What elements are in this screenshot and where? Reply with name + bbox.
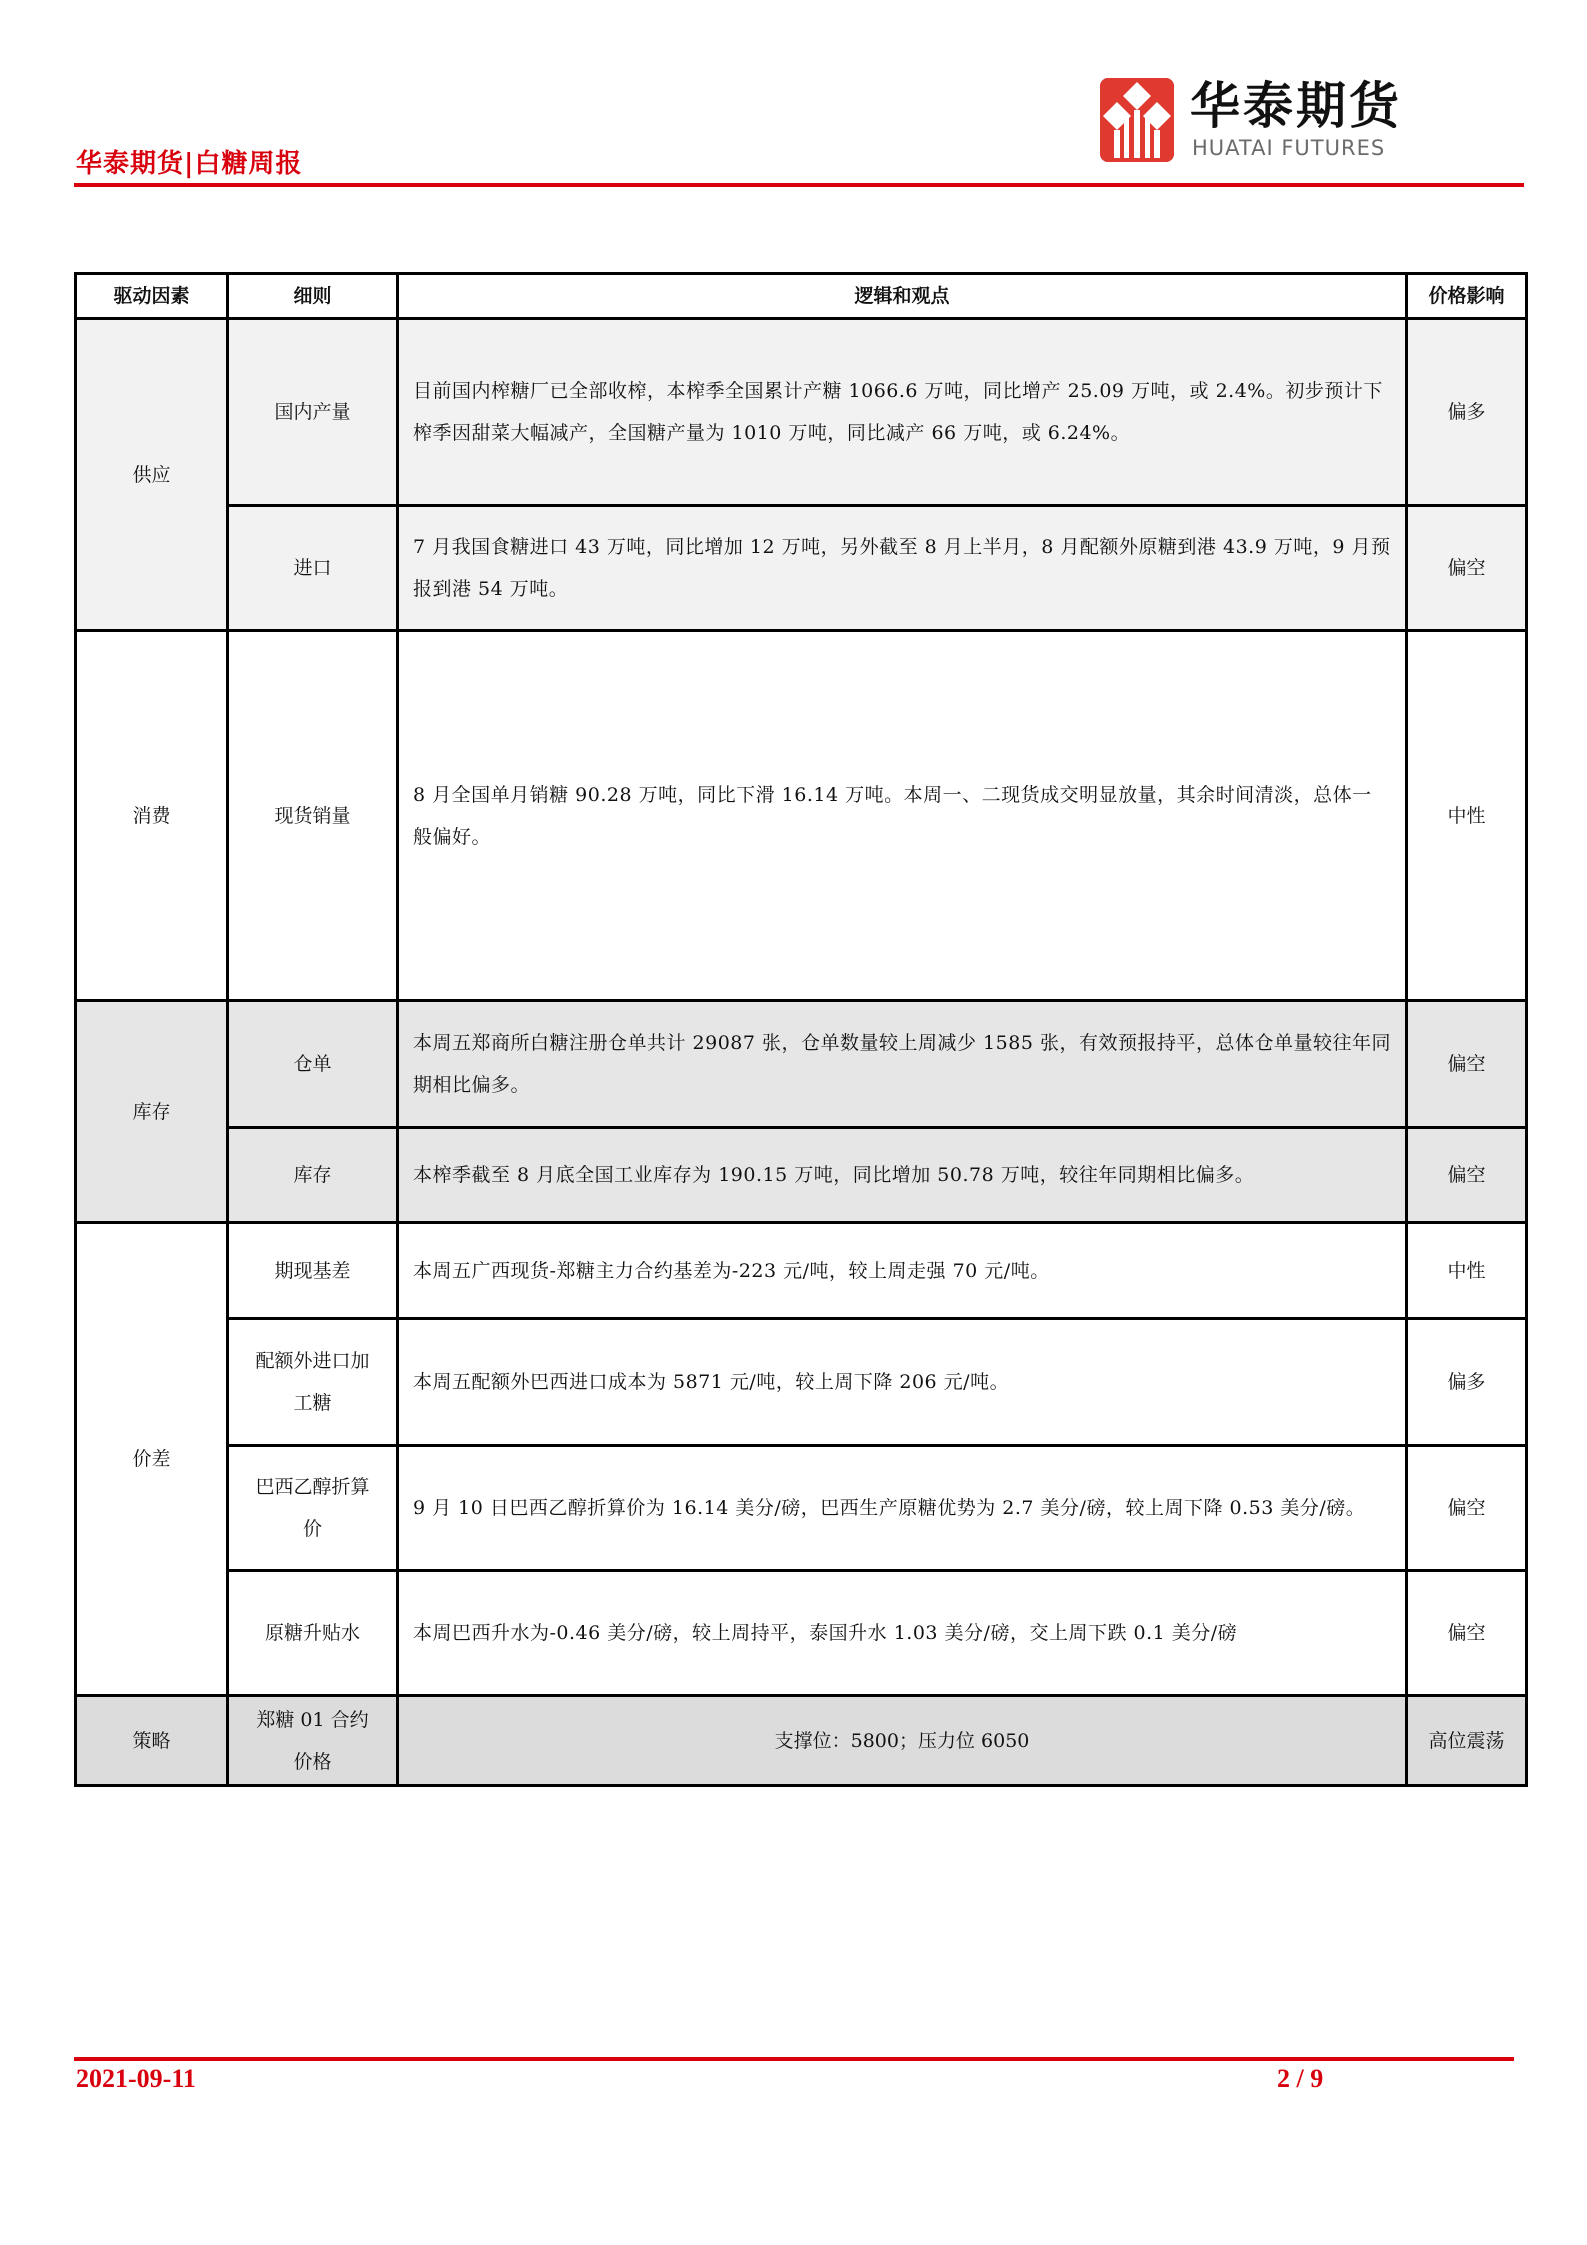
header-divider [74,183,1524,187]
detail-cell: 配额外进口加工糖 [228,1319,398,1446]
logic-cell: 本周五配额外巴西进口成本为 5871 元/吨，较上周下降 206 元/吨。 [398,1319,1407,1446]
table-row [76,1223,1527,1319]
logic-cell: 目前国内榨糖厂已全部收榨，本榨季全国累计产糖 1066.6 万吨，同比增产 25.09 万吨，或 2.4%。初步预计下榨季因甜菜大幅减产，全国糖产量为 1010 万吨，同比减产 66 万吨，或 6.24%。 [398,319,1407,506]
factor-cell-consumption: 消费 [76,631,228,1001]
table-row [76,506,1527,631]
impact-cell: 中性 [1407,1223,1527,1319]
column-header-impact: 价格影响 [1407,274,1527,319]
footer-date: 2021-09-11 [76,2064,196,2093]
impact-cell: 高位震荡 [1407,1696,1527,1786]
detail-cell: 郑糖 01 合约价格 [228,1696,398,1786]
page-number: 2 / 9 [1277,2064,1324,2093]
impact-cell: 偏空 [1407,506,1527,631]
impact-cell: 偏空 [1407,1001,1527,1128]
logic-cell: 7 月我国食糖进口 43 万吨，同比增加 12 万吨，另外截至 8 月上半月，8 月配额外原糖到港 43.9 万吨，9 月预报到港 54 万吨。 [398,506,1407,631]
impact-cell: 中性 [1407,631,1527,1001]
detail-cell: 期现基差 [228,1223,398,1319]
column-header-factor: 驱动因素 [76,274,228,319]
detail-cell: 仓单 [228,1001,398,1128]
detail-cell: 库存 [228,1128,398,1223]
huatai-logo [1100,78,1420,162]
table-row [76,1001,1527,1128]
column-header-logic: 逻辑和观点 [398,274,1407,319]
table-header-row [76,274,1527,319]
table-row [76,1696,1527,1786]
detail-cell: 现货销量 [228,631,398,1001]
driver-factor-table [74,272,1528,1787]
logic-cell: 9 月 10 日巴西乙醇折算价为 16.14 美分/磅，巴西生产原糖优势为 2.7 美分/磅，较上周下降 0.53 美分/磅。 [398,1446,1407,1571]
logic-cell: 8 月全国单月销糖 90.28 万吨，同比下滑 16.14 万吨。本周一、二现货成交明显放量，其余时间清淡，总体一般偏好。 [398,631,1407,1001]
detail-cell: 进口 [228,506,398,631]
document-title: 华泰期货|白糖周报 [76,149,303,179]
logo-text-en: HUATAI FUTURES [1192,136,1386,160]
logic-cell: 本周五郑商所白糖注册仓单共计 29087 张，仓单数量较上周减少 1585 张，有效预报持平，总体仓单量较往年同期相比偏多。 [398,1001,1407,1128]
factor-cell-spread: 价差 [76,1223,228,1696]
factor-cell-supply: 供应 [76,319,228,631]
impact-cell: 偏多 [1407,319,1527,506]
logo-mark-icon [1100,78,1174,162]
table-row [76,319,1527,506]
detail-cell: 巴西乙醇折算价 [228,1446,398,1571]
column-header-detail: 细则 [228,274,398,319]
impact-cell: 偏多 [1407,1319,1527,1446]
detail-cell: 原糖升贴水 [228,1571,398,1696]
logic-cell: 本周五广西现货-郑糖主力合约基差为-223 元/吨，较上周走强 70 元/吨。 [398,1223,1407,1319]
logo-text-cn: 华泰期货 [1190,77,1402,135]
detail-cell: 国内产量 [228,319,398,506]
table-row [76,631,1527,1001]
factor-cell-strategy: 策略 [76,1696,228,1786]
footer-divider [74,2057,1514,2061]
table-row [76,1571,1527,1696]
table-row [76,1446,1527,1571]
logic-cell: 本榨季截至 8 月底全国工业库存为 190.15 万吨，同比增加 50.78 万吨，较往年同期相比偏多。 [398,1128,1407,1223]
table-row [76,1319,1527,1446]
logic-cell: 支撑位：5800；压力位 6050 [398,1696,1407,1786]
impact-cell: 偏空 [1407,1446,1527,1571]
impact-cell: 偏空 [1407,1571,1527,1696]
factor-cell-inventory: 库存 [76,1001,228,1223]
logic-cell: 本周巴西升水为-0.46 美分/磅，较上周持平，泰国升水 1.03 美分/磅，交上周下跌 0.1 美分/磅 [398,1571,1407,1696]
impact-cell: 偏空 [1407,1128,1527,1223]
table-row [76,1128,1527,1223]
